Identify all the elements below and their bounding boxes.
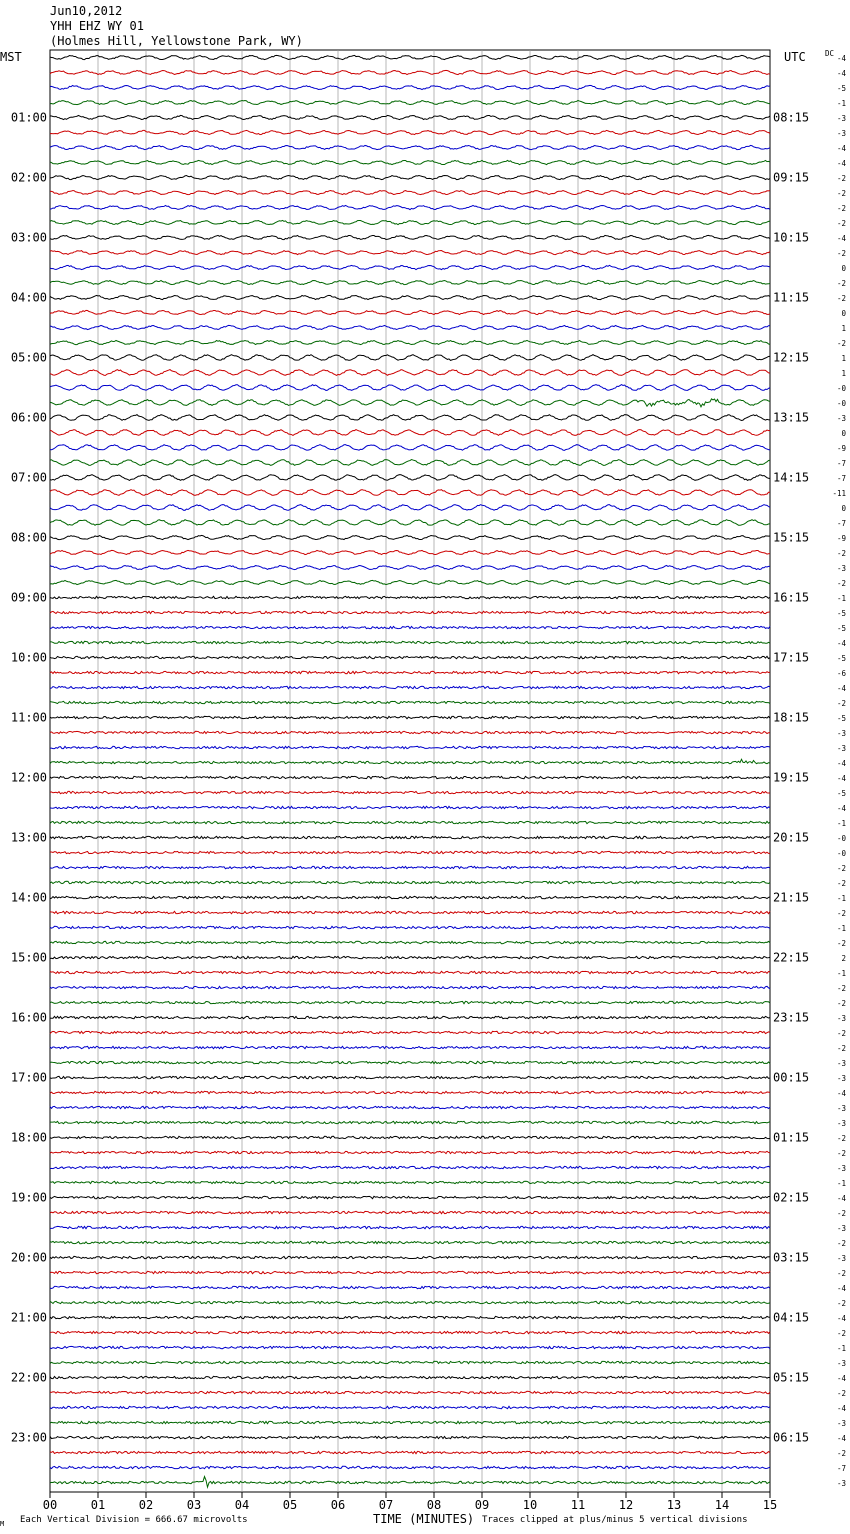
seismic-trace	[50, 926, 770, 928]
seismic-trace	[50, 911, 770, 913]
x-tick-label: 14	[714, 1498, 730, 1512]
seismic-trace	[50, 746, 770, 748]
right-hour-label: 17:15	[773, 650, 810, 665]
seismic-trace	[50, 821, 770, 823]
left-hour-label: 18:00	[10, 1130, 47, 1145]
seismic-trace	[50, 399, 770, 407]
right-hour-label: 18:15	[773, 710, 810, 725]
seismic-trace	[50, 385, 770, 391]
seismic-trace	[50, 460, 770, 466]
seismic-trace	[50, 1211, 770, 1213]
seismic-trace	[50, 1121, 770, 1123]
dc-offset-label: -3	[836, 1359, 846, 1368]
dc-offset-label: -6	[836, 669, 846, 678]
left-hour-label: 12:00	[10, 770, 47, 785]
dc-offset-label: -2	[836, 864, 846, 873]
right-hour-label: 12:15	[773, 350, 810, 365]
dc-offset-label: -3	[836, 1014, 846, 1023]
dc-header-label: DC	[825, 49, 835, 58]
dc-offset-label: -3	[836, 1164, 846, 1173]
dc-offset-label: -2	[836, 579, 846, 588]
dc-offset-label: -3	[836, 1074, 846, 1083]
dc-offset-label: -3	[836, 744, 846, 753]
dc-offset-label: -7	[836, 459, 846, 468]
dc-offset-label: -1	[836, 894, 846, 903]
seismic-trace	[50, 956, 770, 958]
dc-offset-label: -2	[836, 1149, 846, 1158]
right-hour-label: 08:15	[773, 110, 810, 125]
seismic-trace	[50, 265, 770, 269]
x-tick-label: 02	[138, 1498, 154, 1512]
dc-offset-label: -0	[836, 849, 846, 858]
seismic-trace	[50, 1226, 770, 1228]
date-label: Jun10,2012	[50, 4, 123, 18]
dc-offset-label: -3	[836, 114, 846, 123]
left-hour-label: 17:00	[10, 1070, 47, 1085]
seismic-trace	[50, 205, 770, 209]
seismic-trace	[50, 490, 770, 496]
dc-offset-label: -3	[836, 414, 846, 423]
seismic-trace	[50, 430, 770, 436]
corner-mark: M	[0, 1520, 5, 1528]
dc-offset-label: -2	[836, 939, 846, 948]
seismic-trace	[50, 1001, 770, 1003]
seismic-trace	[50, 1106, 770, 1108]
right-hour-label: 01:15	[773, 1130, 810, 1145]
left-hour-label: 02:00	[10, 170, 47, 185]
left-hour-label: 22:00	[10, 1370, 47, 1385]
seismic-trace	[50, 1166, 770, 1168]
right-hour-label: 09:15	[773, 170, 810, 185]
seismic-trace	[50, 295, 770, 299]
seismic-trace	[50, 611, 770, 613]
dc-offset-label: -2	[836, 279, 846, 288]
seismic-trace	[50, 1076, 770, 1078]
left-hour-label: 21:00	[10, 1310, 47, 1325]
dc-offset-label: 1	[841, 369, 846, 378]
seismic-trace	[50, 550, 770, 554]
seismic-trace	[50, 160, 770, 164]
seismic-trace	[50, 1256, 770, 1258]
x-tick-label: 10	[522, 1498, 538, 1512]
dc-offset-label: 1	[841, 354, 846, 363]
right-hour-label: 23:15	[773, 1010, 810, 1025]
dc-offset-label: -2	[836, 1449, 846, 1458]
dc-offset-label: -2	[836, 1209, 846, 1218]
dc-offset-label: -5	[836, 84, 846, 93]
right-hour-label: 21:15	[773, 890, 810, 905]
seismic-trace	[50, 1271, 770, 1273]
dc-offset-label: -2	[836, 1269, 846, 1278]
left-hour-label: 01:00	[10, 110, 47, 125]
dc-offset-label: -4	[836, 1374, 846, 1383]
dc-offset-label: -2	[836, 249, 846, 258]
dc-offset-label: -4	[836, 234, 846, 243]
x-tick-label: 12	[618, 1498, 634, 1512]
seismic-trace	[50, 1151, 770, 1153]
dc-offset-label: -2	[836, 1044, 846, 1053]
seismic-trace	[50, 1451, 770, 1453]
left-hour-label: 16:00	[10, 1010, 47, 1025]
seismic-trace	[50, 280, 770, 284]
location-label: (Holmes Hill, Yellowstone Park, WY)	[50, 34, 303, 48]
dc-offset-label: -5	[836, 624, 846, 633]
dc-offset-label: -5	[836, 654, 846, 663]
right-hour-label: 00:15	[773, 1070, 810, 1085]
seismic-trace	[50, 701, 770, 703]
right-hour-label: 05:15	[773, 1370, 810, 1385]
seismic-trace	[50, 445, 770, 451]
x-tick-label: 01	[90, 1498, 106, 1512]
seismic-trace	[50, 415, 770, 421]
seismic-trace	[50, 145, 770, 149]
x-tick-label: 07	[378, 1498, 394, 1512]
seismic-trace	[50, 325, 770, 329]
dc-offset-label: -3	[836, 1119, 846, 1128]
x-tick-label: 13	[666, 1498, 682, 1512]
dc-offset-label: -2	[836, 909, 846, 918]
dc-offset-label: -4	[836, 684, 846, 693]
seismic-trace	[50, 776, 770, 778]
right-hour-label: 20:15	[773, 830, 810, 845]
left-hour-label: 19:00	[10, 1190, 47, 1205]
seismic-trace	[50, 656, 770, 658]
seismic-trace	[50, 806, 770, 808]
dc-offset-label: -2	[836, 294, 846, 303]
seismic-trace	[50, 1196, 770, 1198]
seismic-trace	[50, 1477, 770, 1488]
dc-offset-label: -3	[836, 1419, 846, 1428]
seismic-trace	[50, 941, 770, 943]
left-hour-label: 05:00	[10, 350, 47, 365]
dc-offset-label: -0	[836, 834, 846, 843]
seismic-trace	[50, 1286, 770, 1288]
dc-offset-label: -4	[836, 1434, 846, 1443]
seismic-trace	[50, 671, 770, 673]
dc-offset-label: -2	[836, 1029, 846, 1038]
seismic-trace	[50, 580, 770, 584]
right-hour-label: 22:15	[773, 950, 810, 965]
dc-offset-label: -2	[836, 174, 846, 183]
seismic-trace	[50, 355, 770, 361]
dc-offset-label: -1	[836, 1179, 846, 1188]
x-tick-label: 03	[186, 1498, 202, 1512]
left-hour-label: 10:00	[10, 650, 47, 665]
dc-offset-label: -4	[836, 639, 846, 648]
right-hour-label: 02:15	[773, 1190, 810, 1205]
dc-offset-label: -4	[836, 1314, 846, 1323]
x-tick-label: 06	[330, 1498, 346, 1512]
right-hour-label: 11:15	[773, 290, 810, 305]
dc-offset-label: -4	[836, 159, 846, 168]
seismic-trace	[50, 1346, 770, 1348]
seismic-trace	[50, 1316, 770, 1318]
station-label: YHH EHZ WY 01	[50, 19, 144, 33]
dc-offset-label: -2	[836, 1329, 846, 1338]
dc-offset-label: -2	[836, 1299, 846, 1308]
dc-offset-label: -3	[836, 129, 846, 138]
right-hour-label: 03:15	[773, 1250, 810, 1265]
dc-offset-label: -2	[836, 1389, 846, 1398]
seismic-trace	[50, 881, 770, 883]
dc-offset-label: -4	[836, 759, 846, 768]
left-hour-label: 13:00	[10, 830, 47, 845]
x-tick-label: 15	[762, 1498, 778, 1512]
dc-offset-label: -4	[836, 1284, 846, 1293]
dc-offset-label: -5	[836, 714, 846, 723]
seismic-trace	[50, 971, 770, 973]
left-hour-label: 04:00	[10, 290, 47, 305]
seismic-trace	[50, 1061, 770, 1063]
dc-offset-label: -2	[836, 699, 846, 708]
right-hour-label: 04:15	[773, 1310, 810, 1325]
seismic-trace	[50, 626, 770, 628]
seismic-trace	[50, 986, 770, 988]
seismic-trace	[50, 1436, 770, 1438]
seismic-trace	[50, 250, 770, 254]
dc-offset-label: -7	[836, 519, 846, 528]
dc-offset-label: -4	[836, 1089, 846, 1098]
seismic-trace	[50, 520, 770, 526]
dc-offset-label: -4	[836, 54, 846, 63]
right-hour-label: 16:15	[773, 590, 810, 605]
dc-offset-label: -2	[836, 189, 846, 198]
x-tick-label: 11	[570, 1498, 586, 1512]
dc-offset-label: -4	[836, 69, 846, 78]
dc-offset-label: -4	[836, 144, 846, 153]
seismic-trace	[50, 1421, 770, 1423]
dc-offset-label: -2	[836, 219, 846, 228]
dc-offset-label: -2	[836, 1134, 846, 1143]
seismic-trace	[50, 535, 770, 539]
x-tick-label: 04	[234, 1498, 250, 1512]
dc-offset-label: -9	[836, 534, 846, 543]
dc-offset-label: -1	[836, 969, 846, 978]
dc-offset-label: -5	[836, 609, 846, 618]
right-hour-label: 10:15	[773, 230, 810, 245]
seismic-trace	[50, 475, 770, 481]
dc-offset-label: -3	[836, 1224, 846, 1233]
seismic-trace	[50, 731, 770, 733]
seismic-trace	[50, 1031, 770, 1033]
dc-offset-label: -3	[836, 1479, 846, 1488]
scale-note: Each Vertical Division = 666.67 microvolts	[20, 1515, 248, 1525]
right-hour-label: 15:15	[773, 530, 810, 545]
dc-offset-label: -9	[836, 444, 846, 453]
seismic-trace	[50, 1331, 770, 1333]
clip-note: Traces clipped at plus/minus 5 vertical divisions	[482, 1515, 748, 1525]
dc-offset-label: -2	[836, 999, 846, 1008]
seismic-trace	[50, 115, 770, 119]
right-timezone-label: UTC	[784, 50, 806, 64]
seismic-trace	[50, 641, 770, 643]
seismic-trace	[50, 100, 770, 104]
seismic-trace	[50, 1181, 770, 1183]
x-tick-label: 09	[474, 1498, 490, 1512]
seismic-trace	[50, 1136, 770, 1138]
dc-offset-label: -3	[836, 1059, 846, 1068]
dc-offset-label: -4	[836, 774, 846, 783]
dc-offset-label: -2	[836, 879, 846, 888]
right-hour-label: 06:15	[773, 1430, 810, 1445]
seismic-trace	[50, 1466, 770, 1468]
dc-offset-label: -0	[836, 399, 846, 408]
x-axis-title: TIME (MINUTES)	[373, 1512, 475, 1526]
left-hour-label: 08:00	[10, 530, 47, 545]
dc-offset-label: -3	[836, 729, 846, 738]
seismic-trace	[50, 1046, 770, 1048]
dc-offset-label: -2	[836, 1239, 846, 1248]
dc-offset-label: -1	[836, 819, 846, 828]
dc-offset-label: 0	[841, 264, 846, 273]
left-hour-label: 20:00	[10, 1250, 47, 1265]
x-tick-label: 00	[42, 1498, 58, 1512]
seismic-trace	[50, 759, 770, 763]
seismic-trace	[50, 565, 770, 569]
left-hour-label: 09:00	[10, 590, 47, 605]
dc-offset-label: -3	[836, 564, 846, 573]
seismic-trace	[50, 370, 770, 376]
seismic-trace	[50, 70, 770, 74]
seismic-trace	[50, 896, 770, 898]
seismic-trace	[50, 836, 770, 838]
seismic-trace	[50, 596, 770, 598]
dc-offset-label: 0	[841, 504, 846, 513]
left-hour-label: 07:00	[10, 470, 47, 485]
seismic-trace	[50, 1406, 770, 1408]
dc-offset-label: 0	[841, 429, 846, 438]
dc-offset-label: -4	[836, 804, 846, 813]
dc-offset-label: 1	[841, 324, 846, 333]
seismic-trace	[50, 505, 770, 511]
dc-offset-label: -1	[836, 99, 846, 108]
seismic-trace	[50, 1361, 770, 1363]
dc-offset-label: -2	[836, 984, 846, 993]
dc-offset-label: -3	[836, 1254, 846, 1263]
seismic-trace	[50, 1391, 770, 1393]
seismic-trace	[50, 1376, 770, 1378]
left-hour-label: 11:00	[10, 710, 47, 725]
seismic-trace	[50, 85, 770, 89]
seismic-trace	[50, 191, 770, 195]
dc-offset-label: -7	[836, 474, 846, 483]
dc-offset-label: -2	[836, 339, 846, 348]
seismic-trace	[50, 310, 770, 314]
dc-offset-label: -4	[836, 1404, 846, 1413]
seismic-trace	[50, 686, 770, 688]
seismic-trace	[50, 866, 770, 868]
dc-offset-label: -1	[836, 924, 846, 933]
seismic-trace	[50, 851, 770, 853]
x-tick-label: 05	[282, 1498, 298, 1512]
dc-offset-label: -5	[836, 789, 846, 798]
dc-offset-label: -3	[836, 1104, 846, 1113]
left-hour-label: 14:00	[10, 890, 47, 905]
dc-offset-label: -2	[836, 204, 846, 213]
dc-offset-label: -11	[832, 489, 846, 498]
seismic-trace	[50, 716, 770, 718]
dc-offset-label: -4	[836, 1194, 846, 1203]
left-hour-label: 15:00	[10, 950, 47, 965]
seismic-trace	[50, 55, 770, 59]
seismic-trace	[50, 1241, 770, 1243]
dc-offset-label: -2	[836, 549, 846, 558]
seismic-trace	[50, 235, 770, 239]
right-hour-label: 14:15	[773, 470, 810, 485]
seismic-trace	[50, 130, 770, 134]
left-hour-label: 23:00	[10, 1430, 47, 1445]
dc-offset-label: -1	[836, 1344, 846, 1353]
dc-offset-label: -7	[836, 1464, 846, 1473]
dc-offset-label: -1	[836, 594, 846, 603]
seismic-trace	[50, 1091, 770, 1093]
seismic-trace	[50, 1016, 770, 1018]
seismic-trace	[50, 1301, 770, 1303]
right-hour-label: 19:15	[773, 770, 810, 785]
left-hour-label: 06:00	[10, 410, 47, 425]
seismic-trace	[50, 340, 770, 344]
seismic-trace	[50, 175, 770, 179]
left-hour-label: 03:00	[10, 230, 47, 245]
right-hour-label: 13:15	[773, 410, 810, 425]
dc-offset-label: -0	[836, 384, 846, 393]
seismic-trace	[50, 791, 770, 793]
left-timezone-label: MST	[0, 50, 22, 64]
dc-offset-label: 0	[841, 309, 846, 318]
x-tick-label: 08	[426, 1498, 442, 1512]
seismic-trace	[50, 220, 770, 224]
dc-offset-label: 2	[841, 954, 846, 963]
